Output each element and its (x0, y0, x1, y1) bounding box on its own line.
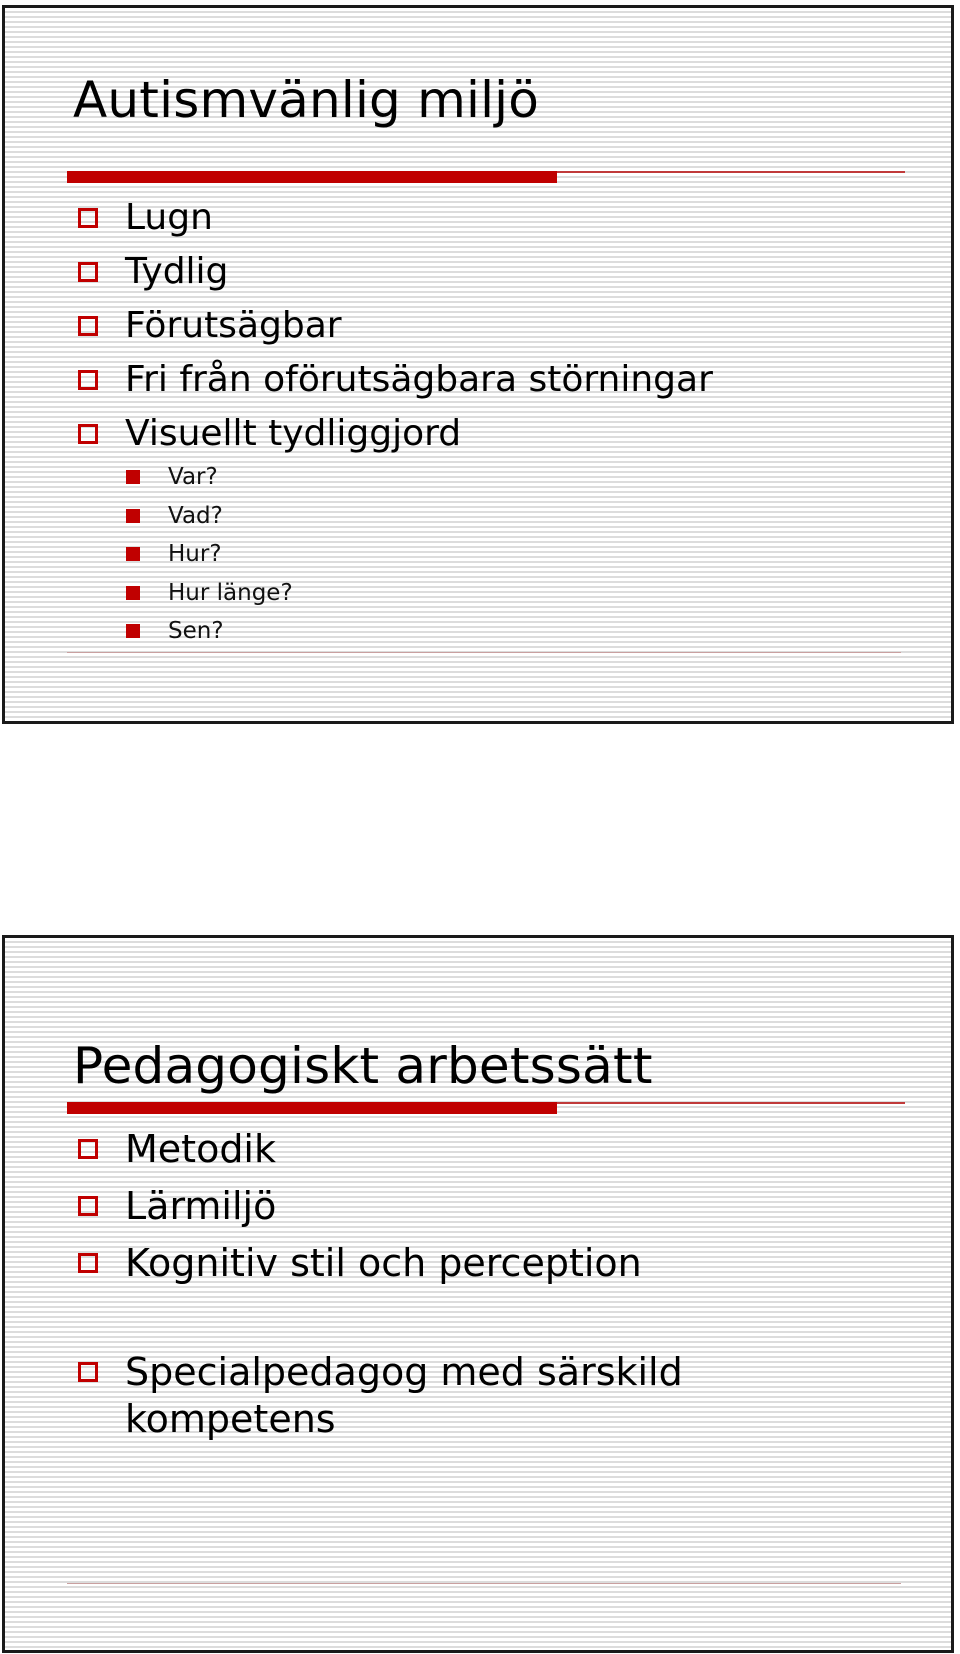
sub-bullet-text: Sen? (168, 618, 224, 644)
sub-bullet-text: Hur? (168, 541, 222, 567)
bullet-item-tydlig (73, 245, 713, 299)
title-underline-thin (557, 1102, 905, 1104)
slide-title: Autismvänlig miljö (73, 71, 540, 129)
sub-bullet-item-hur-lange (123, 574, 293, 613)
sub-bullet-list (123, 458, 293, 651)
filled-square-bullet-icon (126, 586, 140, 600)
sub-bullet-text: Var? (168, 464, 218, 490)
hollow-square-bullet-icon (78, 1253, 98, 1273)
bullet-text: Lugn (125, 197, 213, 238)
bullet-item-forutsagbar (73, 299, 713, 353)
bullet-text: Lärmiljö (125, 1184, 277, 1228)
sub-bullet-item-hur (123, 535, 293, 574)
filled-square-bullet-icon (126, 624, 140, 638)
sub-bullet-item-vad (123, 497, 293, 536)
title-underline-thick (67, 1102, 557, 1114)
filled-square-bullet-icon (126, 547, 140, 561)
bullet-text: Kognitiv stil och perception (125, 1241, 642, 1285)
title-underline-thick (67, 171, 557, 183)
hollow-square-bullet-icon (78, 424, 98, 444)
hollow-square-bullet-icon (78, 262, 98, 282)
title-underline (67, 171, 905, 183)
title-underline-thin (557, 171, 905, 173)
bullet-item-metodik (73, 1121, 765, 1178)
bullet-text: Fri från oförutsägbara störningar (125, 359, 713, 400)
slide-pedagogiskt-arbetssatt (2, 935, 954, 1653)
bullet-text: Specialpedagog med särskild kompetens (125, 1350, 683, 1441)
hollow-square-bullet-icon (78, 1362, 98, 1382)
bullet-item-visuellt-tydliggjord (73, 407, 713, 461)
bullet-text: Visuellt tydliggjord (125, 413, 462, 454)
slide-title: Pedagogiskt arbetssätt (73, 1037, 653, 1095)
sub-bullet-text: Vad? (168, 502, 223, 529)
filled-square-bullet-icon (126, 509, 140, 523)
bullet-text: Tydlig (125, 251, 229, 292)
bullet-item-specialpedagog (73, 1349, 765, 1443)
filled-square-bullet-icon (126, 470, 140, 484)
bullet-list (73, 1121, 765, 1443)
bullet-item-lugn (73, 191, 713, 245)
title-underline (67, 1102, 905, 1114)
bullet-text: Metodik (125, 1127, 276, 1171)
sub-bullet-item-sen (123, 612, 293, 651)
bullet-text: Förutsägbar (125, 305, 342, 346)
hollow-square-bullet-icon (78, 1139, 98, 1159)
bullet-item-fri-fran-storningar (73, 353, 713, 407)
hollow-square-bullet-icon (78, 1196, 98, 1216)
hollow-square-bullet-icon (78, 370, 98, 390)
footer-divider (67, 1583, 901, 1584)
bullet-item-larmiljo (73, 1178, 765, 1235)
hollow-square-bullet-icon (78, 316, 98, 336)
hollow-square-bullet-icon (78, 208, 98, 228)
slide-autismvanlig-miljo (2, 5, 954, 724)
footer-divider (67, 652, 901, 653)
bullet-item-kognitiv-stil (73, 1235, 765, 1292)
sub-bullet-item-var (123, 458, 293, 497)
bullet-list (73, 191, 713, 461)
sub-bullet-text: Hur länge? (168, 579, 293, 606)
